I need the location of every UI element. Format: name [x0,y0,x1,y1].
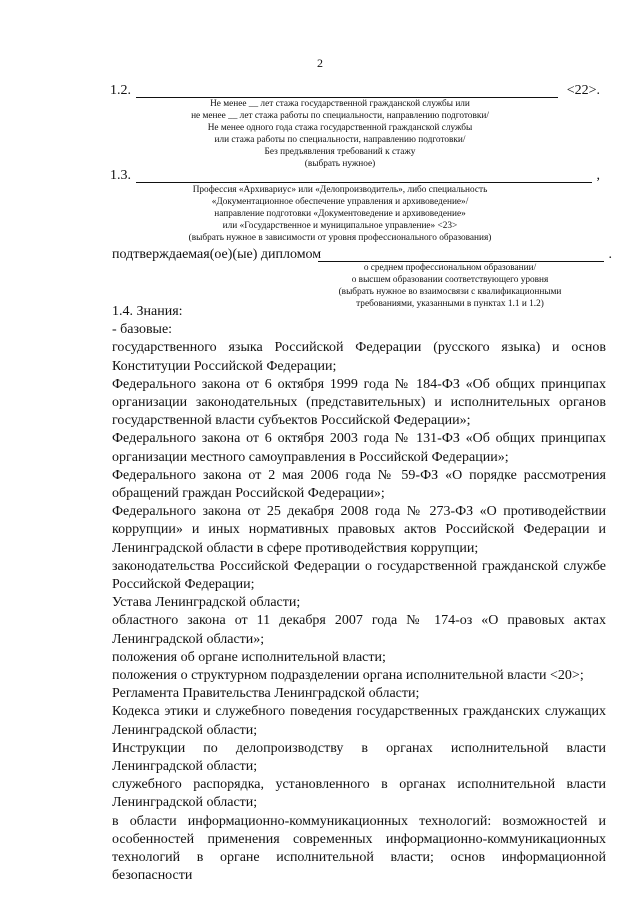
knowledge-item: Федерального закона от 25 декабря 2008 года № 273-ФЗ «О противодействии коррупции» и иных нормативных правовых актов Российской Федерации и Ленинградской области в сфере противодействия коррупции; [112,504,606,556]
knowledge-item: Кодекса этики и служебного поведения государственных гражданских служащих Ленинградской области; [112,704,606,738]
hint-line: требованиями, указанными в пунктах 1.1 и 1.2) [356,299,544,309]
hint-line: Без предъявления требований к стажу [264,147,416,157]
knowledge-item: Федерального закона от 6 октября 1999 года № 184-ФЗ «Об общих принципах организации законодательных (представительных) и исполнительных органов государственной власти субъектов Российской Федерации»; [112,376,606,429]
page-number: 2 [317,56,323,70]
field-1-2-hint [150,98,530,170]
field-1-3-label: 1.3. [110,168,131,183]
diploma-label: подтверждаемая(ое)(ые) дипломом [112,247,322,262]
knowledge-item: положения о структурном подразделении органа исполнительной власти <20>; [112,668,584,684]
hint-line: Не менее __ лет стажа государственной гражданской службы или [210,99,470,109]
hint-line: о высшем образовании соответствующего уровня [351,275,549,285]
knowledge-item: в области информационно-коммуникационных технологий: возможностей и особенностей применения современных информационно-коммуникационных технологий в органе исполнительной власти; основ информационной безопасности [112,813,606,884]
field-1-3-blank-line [136,182,592,183]
field-1-3-hint [150,184,530,244]
knowledge-item: Устава Ленинградской области; [112,595,301,611]
hint-line: Профессия «Архивариус» или «Делопроизводитель», либо специальность [192,185,488,195]
section-subheading: - базовые: [112,322,173,338]
hint-line: о среднем профессиональном образовании/ [363,263,537,273]
field-1-2-label: 1.2. [110,83,131,98]
knowledge-item: Регламента Правительства Ленинградской области; [112,686,420,702]
section-heading: 1.4. Знания: [112,304,183,319]
hint-line: (выбрать нужное во взаимосвязи с квалификационными [338,287,562,297]
hint-line: или стажа работы по специальности, направлению подготовки/ [214,135,466,145]
hint-line: (выбрать нужное в зависимости от уровня профессионального образования) [188,233,492,243]
knowledge-section [112,303,606,886]
knowledge-item: Федерального закона от 6 октября 2003 года № 131-ФЗ «Об общих принципах организации местного самоуправления в Российской Федерации»; [112,431,606,465]
knowledge-item: положения об органе исполнительной власти; [112,649,386,665]
diploma-period: . [608,247,612,262]
knowledge-item: государственного языка Российской Федерации (русского языка) и основ Конституции Российской Федерации; [112,340,606,374]
hint-line: Не менее одного года стажа государственной гражданской службы [207,123,473,133]
hint-line: не менее __ лет стажа работы по специальности, направлению подготовки/ [191,111,489,121]
field-1-3-comma: , [596,168,600,183]
hint-line: или «Государственное и муниципальное управление» <23> [222,221,458,231]
knowledge-item: законодательства Российской Федерации о государственной гражданской службе Российской Федерации; [112,558,606,593]
knowledge-item: областного закона от 11 декабря 2007 года № 174-оз «О правовых актах Ленинградской области»; [112,613,606,647]
hint-line: (выбрать нужное) [304,159,376,169]
knowledge-item: служебного распорядка, установленного в органах исполнительной власти Ленинградской области; [112,777,606,811]
hint-line: «Документационное обеспечение управления и архивоведение»/ [211,197,469,207]
hint-line: направление подготовки «Документоведение и архивоведение» [214,209,466,219]
knowledge-item: Федерального закона от 2 мая 2006 года № 59-ФЗ «О порядке рассмотрения обращений граждан Российской Федерации»; [112,467,606,502]
knowledge-item: Инструкции по делопроизводству в органах исполнительной власти Ленинградской области; [112,740,606,775]
field-1-2-footnote-ref: <22>. [566,83,600,98]
